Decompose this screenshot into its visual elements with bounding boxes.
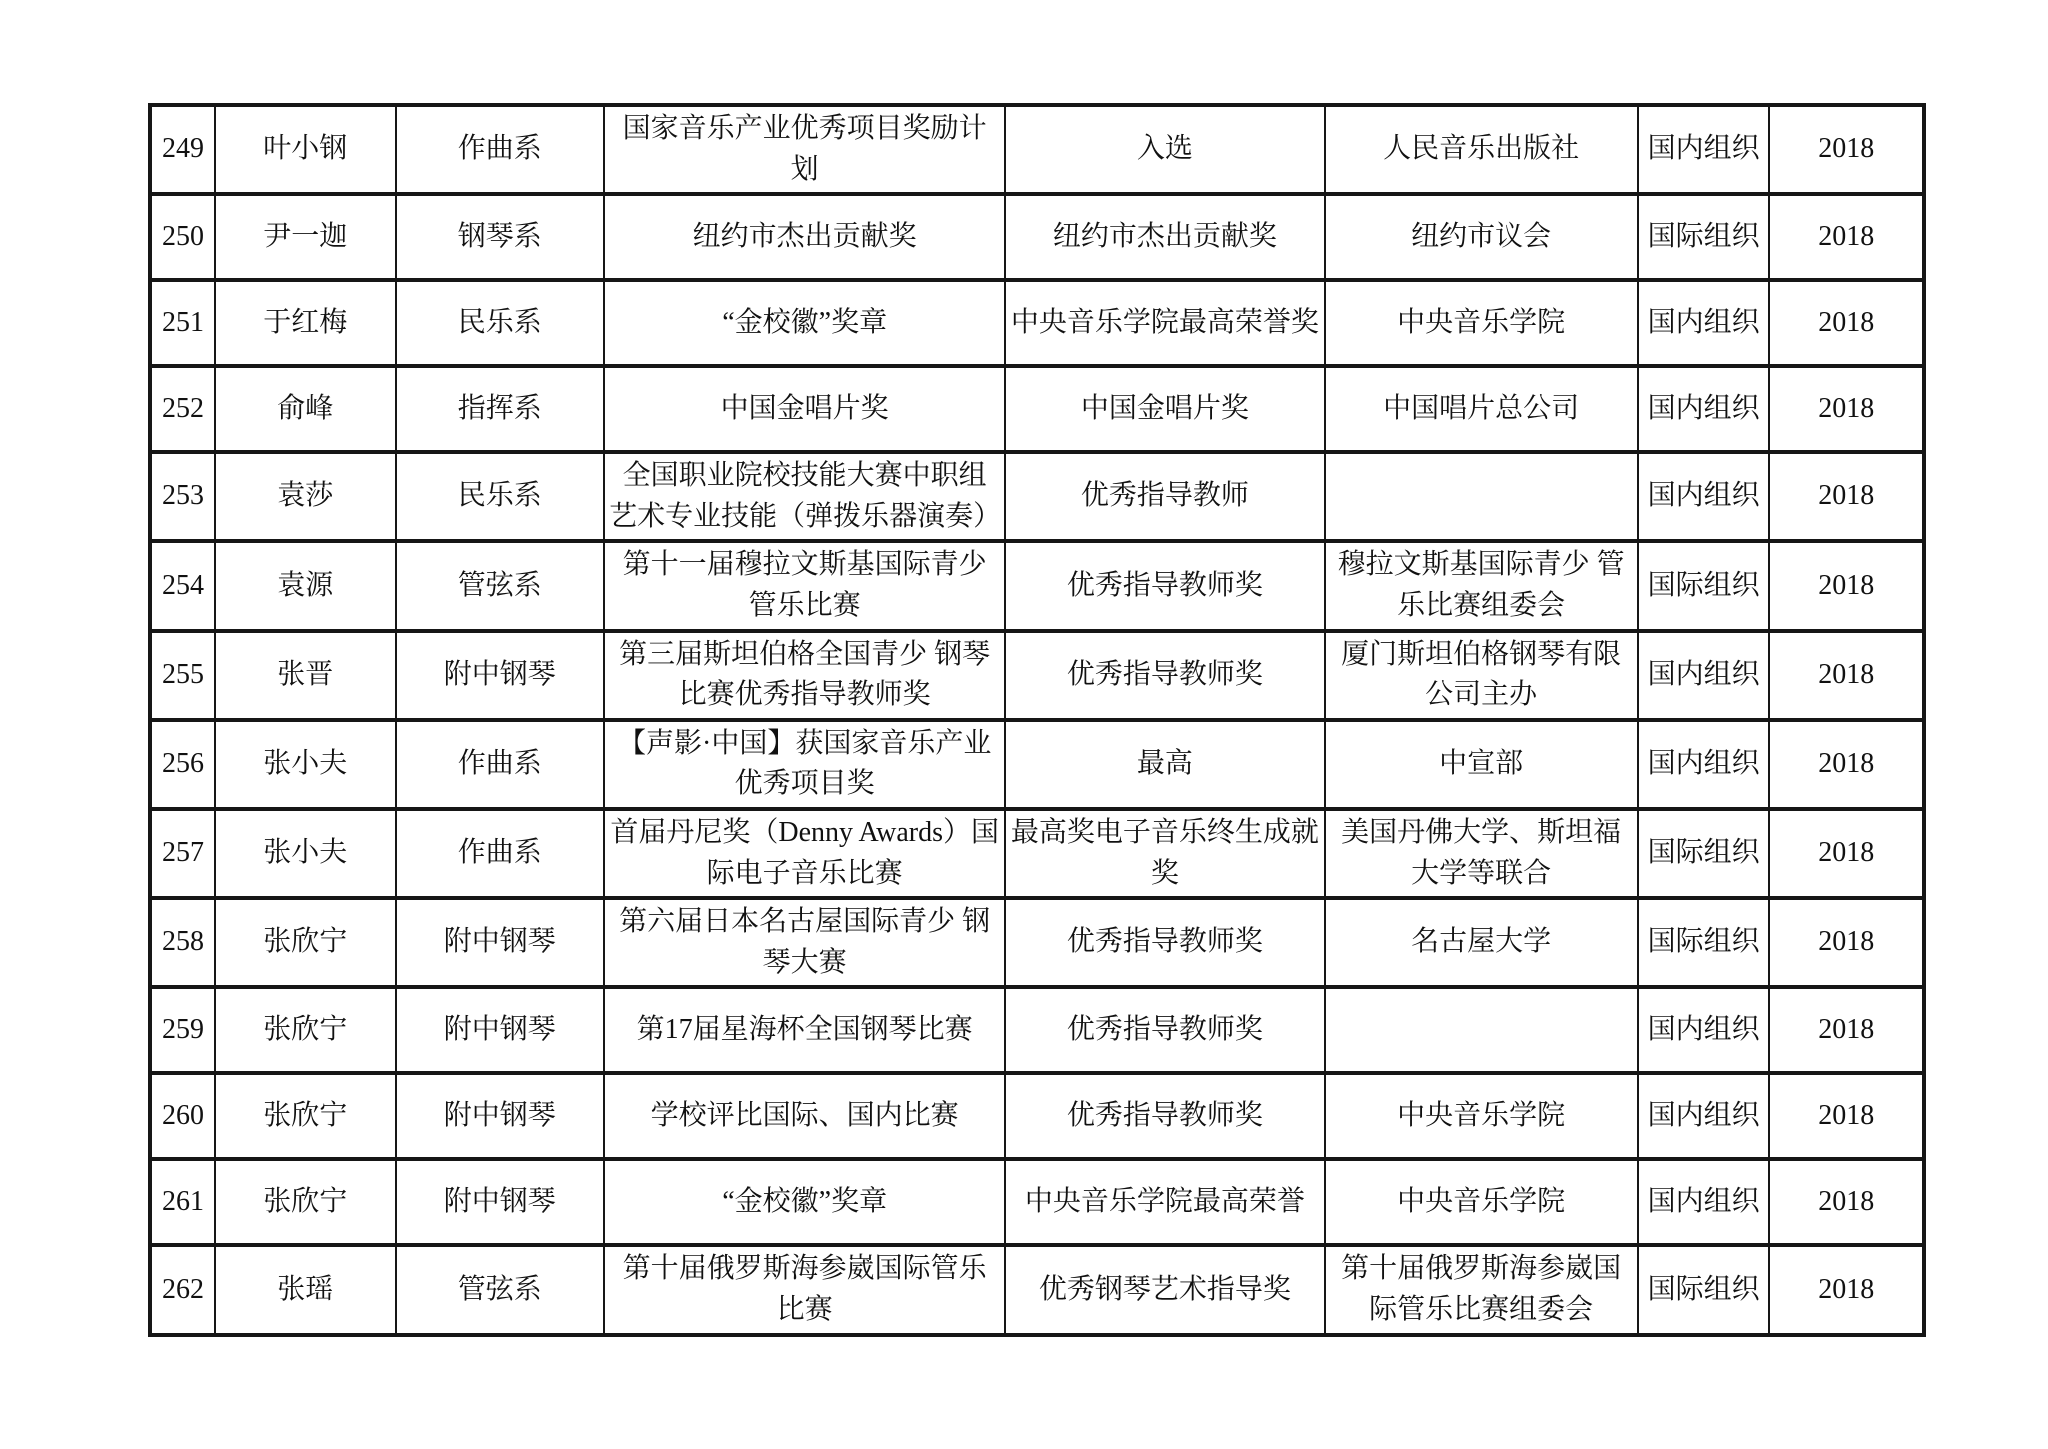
- cell-teacher-name: 俞峰: [215, 366, 396, 452]
- cell-row-number: 251: [150, 280, 215, 366]
- cell-department: 附中钢琴: [396, 987, 605, 1073]
- cell-awarding-organization: 中央音乐学院: [1325, 1159, 1638, 1245]
- cell-year: 2018: [1769, 1245, 1924, 1334]
- cell-award-result: 优秀指导教师奖: [1005, 631, 1324, 720]
- cell-teacher-name: 张小夫: [215, 809, 396, 898]
- table-row: [150, 1159, 1924, 1245]
- cell-row-number: 254: [150, 541, 215, 630]
- cell-organization-type: 国内组织: [1638, 452, 1770, 541]
- cell-organization-type: 国内组织: [1638, 1073, 1770, 1159]
- table-row: [150, 280, 1924, 366]
- cell-award-result: 优秀指导教师奖: [1005, 541, 1324, 630]
- cell-department: 民乐系: [396, 280, 605, 366]
- cell-year: 2018: [1769, 987, 1924, 1073]
- cell-awarding-organization: 第十届俄罗斯海参崴国际管乐比赛组委会: [1325, 1245, 1638, 1334]
- cell-award-project-name: “金校徽”奖章: [604, 280, 1005, 366]
- cell-department: 附中钢琴: [396, 1073, 605, 1159]
- cell-awarding-organization: 中央音乐学院: [1325, 280, 1638, 366]
- cell-teacher-name: 张欣宁: [215, 1073, 396, 1159]
- cell-teacher-name: 袁源: [215, 541, 396, 630]
- cell-award-result: 优秀指导教师奖: [1005, 898, 1324, 987]
- cell-row-number: 252: [150, 366, 215, 452]
- cell-year: 2018: [1769, 1159, 1924, 1245]
- cell-awarding-organization: [1325, 987, 1638, 1073]
- cell-year: 2018: [1769, 194, 1924, 280]
- cell-department: 管弦系: [396, 1245, 605, 1334]
- cell-year: 2018: [1769, 105, 1924, 194]
- cell-year: 2018: [1769, 541, 1924, 630]
- cell-award-result: 最高奖电子音乐终生成就奖: [1005, 809, 1324, 898]
- cell-department: 作曲系: [396, 720, 605, 809]
- cell-row-number: 258: [150, 898, 215, 987]
- cell-department: 附中钢琴: [396, 631, 605, 720]
- cell-organization-type: 国际组织: [1638, 809, 1770, 898]
- table-row: [150, 1073, 1924, 1159]
- cell-department: 钢琴系: [396, 194, 605, 280]
- table-row: [150, 1245, 1924, 1334]
- table-row: [150, 631, 1924, 720]
- cell-award-project-name: “金校徽”奖章: [604, 1159, 1005, 1245]
- table-row: [150, 452, 1924, 541]
- cell-row-number: 261: [150, 1159, 215, 1245]
- cell-awarding-organization: 中国唱片总公司: [1325, 366, 1638, 452]
- cell-award-project-name: 纽约市杰出贡献奖: [604, 194, 1005, 280]
- cell-year: 2018: [1769, 1073, 1924, 1159]
- cell-award-project-name: 【声影·中国】获国家音乐产业优秀项目奖: [604, 720, 1005, 809]
- cell-organization-type: 国际组织: [1638, 1245, 1770, 1334]
- cell-award-project-name: 第17届星海杯全国钢琴比赛: [604, 987, 1005, 1073]
- cell-awarding-organization: 名古屋大学: [1325, 898, 1638, 987]
- cell-department: 附中钢琴: [396, 898, 605, 987]
- cell-award-result: 中央音乐学院最高荣誉: [1005, 1159, 1324, 1245]
- cell-organization-type: 国际组织: [1638, 541, 1770, 630]
- cell-award-project-name: 全国职业院校技能大赛中职组艺术专业技能（弹拨乐器演奏）: [604, 452, 1005, 541]
- cell-teacher-name: 叶小钢: [215, 105, 396, 194]
- cell-awarding-organization: [1325, 452, 1638, 541]
- cell-row-number: 255: [150, 631, 215, 720]
- cell-awarding-organization: 穆拉文斯基国际青少 管乐比赛组委会: [1325, 541, 1638, 630]
- cell-award-result: 优秀指导教师奖: [1005, 1073, 1324, 1159]
- cell-year: 2018: [1769, 631, 1924, 720]
- cell-organization-type: 国际组织: [1638, 194, 1770, 280]
- cell-awarding-organization: 厦门斯坦伯格钢琴有限公司主办: [1325, 631, 1638, 720]
- cell-award-project-name: 第十一届穆拉文斯基国际青少 管乐比赛: [604, 541, 1005, 630]
- table-row: [150, 105, 1924, 194]
- cell-awarding-organization: 人民音乐出版社: [1325, 105, 1638, 194]
- cell-award-result: 优秀钢琴艺术指导奖: [1005, 1245, 1324, 1334]
- cell-organization-type: 国内组织: [1638, 631, 1770, 720]
- cell-teacher-name: 张瑶: [215, 1245, 396, 1334]
- cell-department: 管弦系: [396, 541, 605, 630]
- table-row: [150, 366, 1924, 452]
- cell-award-result: 最高: [1005, 720, 1324, 809]
- cell-organization-type: 国内组织: [1638, 987, 1770, 1073]
- cell-teacher-name: 张小夫: [215, 720, 396, 809]
- cell-year: 2018: [1769, 280, 1924, 366]
- cell-department: 民乐系: [396, 452, 605, 541]
- cell-row-number: 250: [150, 194, 215, 280]
- cell-organization-type: 国内组织: [1638, 105, 1770, 194]
- cell-teacher-name: 张欣宁: [215, 1159, 396, 1245]
- cell-award-result: 中央音乐学院最高荣誉奖: [1005, 280, 1324, 366]
- cell-award-project-name: 第三届斯坦伯格全国青少 钢琴比赛优秀指导教师奖: [604, 631, 1005, 720]
- cell-department: 附中钢琴: [396, 1159, 605, 1245]
- cell-awarding-organization: 中宣部: [1325, 720, 1638, 809]
- table-row: [150, 898, 1924, 987]
- table-row: [150, 541, 1924, 630]
- cell-row-number: 257: [150, 809, 215, 898]
- cell-year: 2018: [1769, 720, 1924, 809]
- cell-row-number: 262: [150, 1245, 215, 1334]
- cell-award-result: 优秀指导教师: [1005, 452, 1324, 541]
- cell-teacher-name: 于红梅: [215, 280, 396, 366]
- cell-award-project-name: 第十届俄罗斯海参崴国际管乐比赛: [604, 1245, 1005, 1334]
- cell-award-project-name: 中国金唱片奖: [604, 366, 1005, 452]
- cell-teacher-name: 尹一迦: [215, 194, 396, 280]
- cell-award-result: 优秀指导教师奖: [1005, 987, 1324, 1073]
- cell-awarding-organization: 美国丹佛大学、斯坦福大学等联合: [1325, 809, 1638, 898]
- cell-row-number: 249: [150, 105, 215, 194]
- cell-award-result: 纽约市杰出贡献奖: [1005, 194, 1324, 280]
- cell-row-number: 253: [150, 452, 215, 541]
- cell-year: 2018: [1769, 809, 1924, 898]
- table-row: [150, 720, 1924, 809]
- cell-row-number: 260: [150, 1073, 215, 1159]
- awards-table-body: [150, 105, 1924, 1335]
- cell-award-result: 入选: [1005, 105, 1324, 194]
- cell-row-number: 256: [150, 720, 215, 809]
- cell-organization-type: 国内组织: [1638, 280, 1770, 366]
- cell-award-result: 中国金唱片奖: [1005, 366, 1324, 452]
- cell-teacher-name: 张晋: [215, 631, 396, 720]
- cell-teacher-name: 张欣宁: [215, 987, 396, 1073]
- cell-department: 作曲系: [396, 105, 605, 194]
- table-row: [150, 194, 1924, 280]
- cell-department: 指挥系: [396, 366, 605, 452]
- cell-award-project-name: 第六届日本名古屋国际青少 钢琴大赛: [604, 898, 1005, 987]
- cell-organization-type: 国内组织: [1638, 720, 1770, 809]
- cell-teacher-name: 张欣宁: [215, 898, 396, 987]
- cell-row-number: 259: [150, 987, 215, 1073]
- cell-organization-type: 国内组织: [1638, 366, 1770, 452]
- cell-awarding-organization: 中央音乐学院: [1325, 1073, 1638, 1159]
- cell-year: 2018: [1769, 452, 1924, 541]
- cell-year: 2018: [1769, 898, 1924, 987]
- cell-teacher-name: 袁莎: [215, 452, 396, 541]
- table-row: [150, 987, 1924, 1073]
- cell-awarding-organization: 纽约市议会: [1325, 194, 1638, 280]
- cell-year: 2018: [1769, 366, 1924, 452]
- cell-organization-type: 国际组织: [1638, 898, 1770, 987]
- cell-award-project-name: 国家音乐产业优秀项目奖励计划: [604, 105, 1005, 194]
- cell-department: 作曲系: [396, 809, 605, 898]
- table-row: [150, 809, 1924, 898]
- cell-award-project-name: 学校评比国际、国内比赛: [604, 1073, 1005, 1159]
- awards-table: [148, 103, 1926, 1337]
- cell-organization-type: 国内组织: [1638, 1159, 1770, 1245]
- cell-award-project-name: 首届丹尼奖（Denny Awards）国际电子音乐比赛: [604, 809, 1005, 898]
